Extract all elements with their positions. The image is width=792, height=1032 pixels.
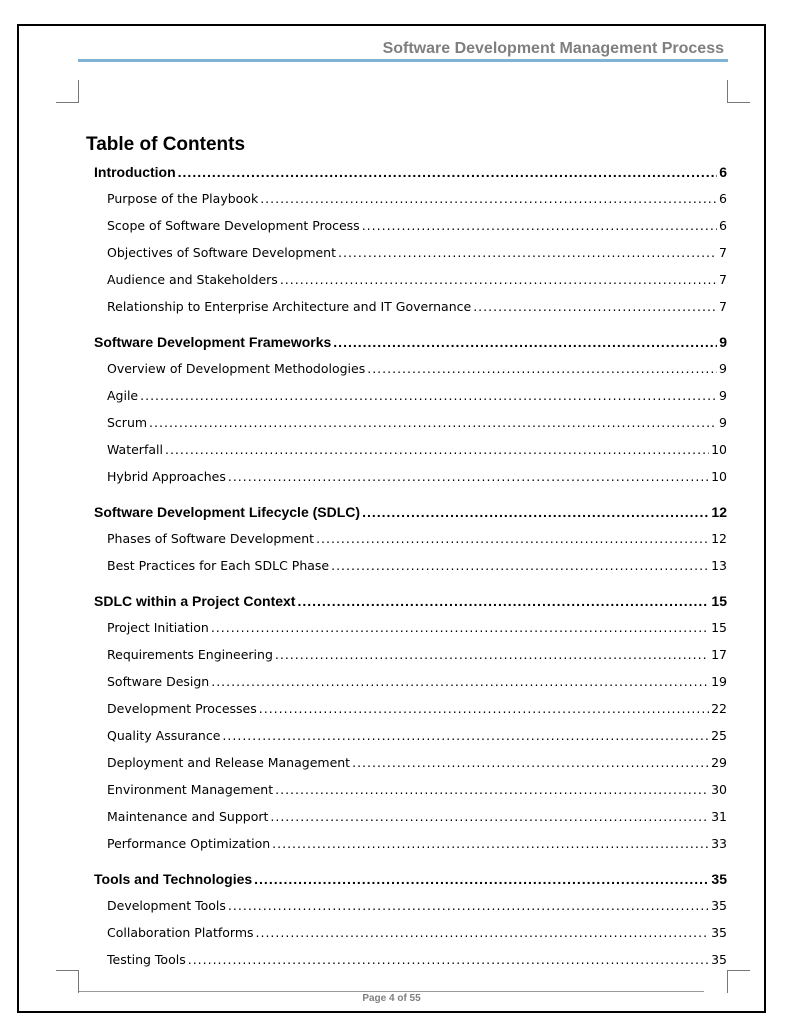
toc-entry-page-number: 7 bbox=[719, 272, 727, 287]
footer-page-number: Page 4 of 55 bbox=[362, 993, 421, 1004]
toc-subsection-entry[interactable] bbox=[107, 299, 727, 317]
toc-dot-leader bbox=[297, 593, 709, 609]
toc-dot-leader bbox=[228, 469, 709, 484]
toc-dot-leader bbox=[256, 925, 710, 940]
toc-entry-page-number: 15 bbox=[711, 593, 727, 609]
toc-subsection-entry[interactable] bbox=[107, 245, 727, 263]
toc-entry-label: Overview of Development Methodologies bbox=[107, 361, 366, 376]
toc-entry-page-number: 35 bbox=[711, 925, 727, 940]
toc-dot-leader bbox=[473, 299, 717, 314]
toc-entry-page-number: 6 bbox=[719, 191, 727, 206]
toc-subsection-entry[interactable] bbox=[107, 620, 727, 638]
toc-entry-label: Phases of Software Development bbox=[107, 531, 315, 546]
toc-entry-label: Software Development Frameworks bbox=[94, 334, 332, 350]
toc-entry-label: Relationship to Enterprise Architecture and IT Governance bbox=[107, 299, 472, 314]
toc-entry-label: Collaboration Platforms bbox=[107, 925, 254, 940]
toc-entry-label: Development Tools bbox=[107, 898, 226, 913]
toc-dot-leader bbox=[140, 388, 717, 403]
toc-entry-label: Software Design bbox=[107, 674, 210, 689]
toc-dot-leader bbox=[331, 558, 709, 573]
toc-entry-page-number: 17 bbox=[711, 647, 727, 662]
toc-subsection-entry[interactable] bbox=[107, 728, 727, 746]
toc-dot-leader bbox=[178, 164, 718, 180]
toc-entry-page-number: 30 bbox=[711, 782, 727, 797]
toc-entry-page-number: 12 bbox=[711, 531, 727, 546]
crop-mark-top-left bbox=[56, 80, 79, 103]
toc-entry-page-number: 15 bbox=[711, 620, 727, 635]
toc-entry-label: SDLC within a Project Context bbox=[94, 593, 296, 609]
toc-dot-leader bbox=[316, 531, 709, 546]
toc-subsection-entry[interactable] bbox=[107, 361, 727, 379]
toc-entry-page-number: 22 bbox=[711, 701, 727, 716]
toc-subsection-entry[interactable] bbox=[107, 809, 727, 827]
toc-entry-label: Quality Assurance bbox=[107, 728, 221, 743]
toc-entry-label: Maintenance and Support bbox=[107, 809, 269, 824]
toc-entry-label: Audience and Stakeholders bbox=[107, 272, 278, 287]
toc-dot-leader bbox=[211, 620, 709, 635]
toc-entry-label: Introduction bbox=[94, 164, 176, 180]
toc-entry-label: Environment Management bbox=[107, 782, 274, 797]
toc-subsection-entry[interactable] bbox=[107, 218, 727, 236]
toc-section-entry[interactable] bbox=[94, 593, 727, 611]
toc-entry-label: Purpose of the Playbook bbox=[107, 191, 259, 206]
toc-entry-label: Hybrid Approaches bbox=[107, 469, 226, 484]
toc-dot-leader bbox=[211, 674, 709, 689]
toc-entry-page-number: 19 bbox=[711, 674, 727, 689]
toc-entry-label: Agile bbox=[107, 388, 139, 403]
toc-entry-page-number: 6 bbox=[719, 164, 727, 180]
toc-subsection-entry[interactable] bbox=[107, 674, 727, 692]
toc-entry-label: Software Development Lifecycle (SDLC) bbox=[94, 504, 361, 520]
toc-subsection-entry[interactable] bbox=[107, 782, 727, 800]
toc-entry-page-number: 31 bbox=[711, 809, 727, 824]
toc-entry-label: Project Initiation bbox=[107, 620, 209, 635]
footer-rule bbox=[79, 991, 704, 992]
toc-subsection-entry[interactable] bbox=[107, 558, 727, 576]
toc-entry-label: Development Processes bbox=[107, 701, 257, 716]
toc-entry-page-number: 33 bbox=[711, 836, 727, 851]
toc-entry-page-number: 29 bbox=[711, 755, 727, 770]
toc-subsection-entry[interactable] bbox=[107, 898, 727, 916]
toc-entry-label: Requirements Engineering bbox=[107, 647, 273, 662]
toc-entry-page-number: 35 bbox=[711, 952, 727, 967]
toc-subsection-entry[interactable] bbox=[107, 755, 727, 773]
toc-section-entry[interactable] bbox=[94, 871, 727, 889]
toc-section-entry[interactable] bbox=[94, 504, 727, 522]
crop-mark-top-right bbox=[727, 80, 750, 103]
toc-entry-page-number: 9 bbox=[719, 361, 727, 376]
toc-dot-leader bbox=[272, 836, 709, 851]
toc-subsection-entry[interactable] bbox=[107, 836, 727, 854]
toc-entry-page-number: 10 bbox=[711, 442, 727, 457]
toc-entry-page-number: 9 bbox=[719, 415, 727, 430]
toc-entry-label: Testing Tools bbox=[107, 952, 186, 967]
toc-subsection-entry[interactable] bbox=[107, 925, 727, 943]
toc-entry-page-number: 25 bbox=[711, 728, 727, 743]
toc-entry-page-number: 13 bbox=[711, 558, 727, 573]
toc-subsection-entry[interactable] bbox=[107, 531, 727, 549]
crop-mark-bottom-right bbox=[727, 970, 750, 993]
toc-entry-label: Scope of Software Development Process bbox=[107, 218, 360, 233]
toc-subsection-entry[interactable] bbox=[107, 191, 727, 209]
toc-entry-page-number: 9 bbox=[719, 334, 727, 350]
toc-entry-page-number: 9 bbox=[719, 388, 727, 403]
header-rule bbox=[78, 59, 728, 62]
toc-dot-leader bbox=[254, 871, 709, 887]
toc-subsection-entry[interactable] bbox=[107, 469, 727, 487]
toc-entry-page-number: 10 bbox=[711, 469, 727, 484]
toc-dot-leader bbox=[352, 755, 709, 770]
toc-dot-leader bbox=[338, 245, 717, 260]
running-header-title: Software Development Management Process bbox=[382, 40, 724, 57]
toc-entry-page-number: 35 bbox=[711, 898, 727, 913]
toc-entry-label: Scrum bbox=[107, 415, 148, 430]
toc-entry-page-number: 35 bbox=[711, 871, 727, 887]
toc-entry-label: Tools and Technologies bbox=[94, 871, 253, 887]
toc-entry-label: Performance Optimization bbox=[107, 836, 271, 851]
toc-dot-leader bbox=[362, 504, 709, 520]
toc-dot-leader bbox=[222, 728, 709, 743]
toc-dot-leader bbox=[259, 701, 709, 716]
toc-subsection-entry[interactable] bbox=[107, 952, 727, 970]
toc-section-entry[interactable] bbox=[94, 164, 727, 182]
toc-dot-leader bbox=[228, 898, 709, 913]
toc-entry-label: Best Practices for Each SDLC Phase bbox=[107, 558, 330, 573]
toc-dot-leader bbox=[165, 442, 709, 457]
toc-entry-page-number: 6 bbox=[719, 218, 727, 233]
toc-dot-leader bbox=[149, 415, 717, 430]
crop-mark-bottom-left bbox=[56, 970, 79, 993]
toc-subsection-entry[interactable] bbox=[107, 388, 727, 406]
toc-subsection-entry[interactable] bbox=[107, 647, 727, 665]
document-page bbox=[17, 24, 766, 1013]
toc-entry-label: Waterfall bbox=[107, 442, 163, 457]
toc-dot-leader bbox=[275, 782, 709, 797]
toc-entry-page-number: 7 bbox=[719, 299, 727, 314]
toc-dot-leader bbox=[367, 361, 717, 376]
toc-subsection-entry[interactable] bbox=[107, 272, 727, 290]
toc-subsection-entry[interactable] bbox=[107, 415, 727, 433]
toc-subsection-entry[interactable] bbox=[107, 442, 727, 460]
toc-section-entry[interactable] bbox=[94, 334, 727, 352]
toc-dot-leader bbox=[270, 809, 709, 824]
toc-dot-leader bbox=[362, 218, 717, 233]
toc-subsection-entry[interactable] bbox=[107, 701, 727, 719]
toc-entry-page-number: 7 bbox=[719, 245, 727, 260]
toc-dot-leader bbox=[260, 191, 717, 206]
toc-entry-label: Deployment and Release Management bbox=[107, 755, 351, 770]
toc-heading: Table of Contents bbox=[86, 134, 246, 155]
toc-entry-page-number: 12 bbox=[711, 504, 727, 520]
toc-dot-leader bbox=[275, 647, 709, 662]
toc-entry-label: Objectives of Software Development bbox=[107, 245, 337, 260]
toc-dot-leader bbox=[280, 272, 717, 287]
toc-dot-leader bbox=[188, 952, 709, 967]
toc-dot-leader bbox=[333, 334, 717, 350]
